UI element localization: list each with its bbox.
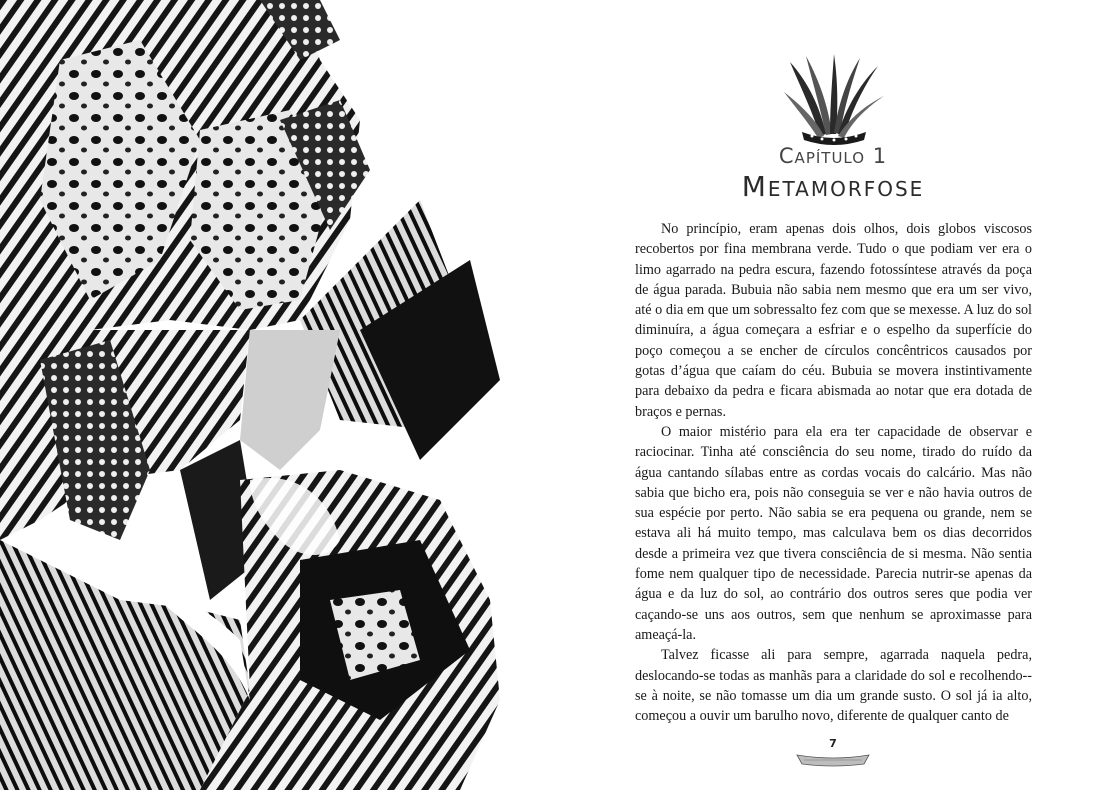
jungle-collage-illustration <box>0 0 520 790</box>
canoe-icon <box>796 752 870 768</box>
chapter-label: Capítulo 1 <box>778 144 888 168</box>
text-page <box>600 0 1100 790</box>
page-number: 7 <box>829 737 837 750</box>
paragraph: Talvez ficasse ali para sempre, agarrada naquela pedra, deslocando-se todas as manhãs para a claridade do sol e recolhendo--se à noite, se não tomasse um dia um grande susto. O sol já ia alto, começou a ouvir um barulho novo, diferente de qualquer canto de <box>635 647 1032 725</box>
paragraph: No princípio, eram apenas dois olhos, dois globos viscosos recobertos por fina membrana verde. Tudo o que podiam ver era o limo agarrado na pedra escura, fazendo fotossíntese através da poça de água parada. Bubuia não sabia nem mesmo que era um ser vivo, até o dia em que um sobressalto fez com que se mexesse. A luz do sol diminuíra, a água começara a esfriar e o espelho da superfície do poço começou a se encher de círculos concêntricos causados por gotas d’água que caíam do céu. Bubuia se movera instintivamente para debaixo da pedra e ficara abismada ao notar que era dotada de braços e pernas. <box>635 221 1032 420</box>
paragraph: O maior mistério para ela era ter capacidade de observar e raciocinar. Tinha até consciência do seu nome, tirado do ruído da água cantando sílabas entre as cordas vocais do calcário. Mas não sabia que bicho era, pois não conseguia se ver e não havia outros de sua espécie por perto. Não sabia se era pequena ou grande, nem se estava ali há muito tempo, mas calculava bem os dias decorridos desde a primeira vez que tivera consciência de si mesma. Não sentia fome nem qualquer tipo de necessidade. Parecia nutrir-se apenas da água e da luz do sol, ao contrário dos outros seres que podia ver caçando-se uns aos outros, sem que nenhum se aproximasse para ameaçá-la. <box>635 423 1032 643</box>
chapter-title: Metamorfose <box>741 170 925 203</box>
chapter-body <box>635 219 1032 726</box>
feather-headdress-icon <box>780 52 888 148</box>
